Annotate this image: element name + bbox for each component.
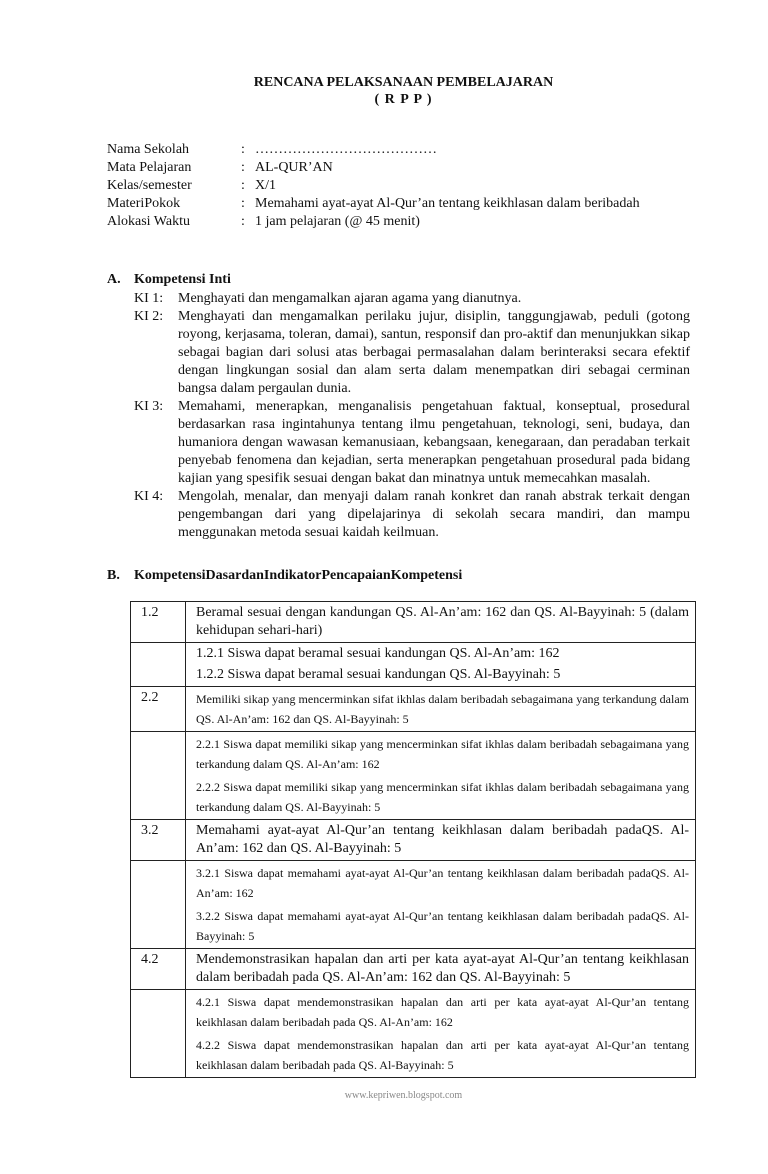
kd-code-empty [131,861,186,949]
kd-description: Beramal sesuai dengan kandungan QS. Al-An’am: 162 dan QS. Al-Bayyinah: 5 (dalam kehidupan sehari-hari) [186,602,696,643]
info-colon: : [241,160,245,175]
table-row [131,949,696,990]
info-value: X/1 [255,178,276,193]
info-value: 1 jam pelajaran (@ 45 menit) [255,214,420,229]
kd-description: Memiliki sikap yang mencerminkan sifat ikhlas dalam beribadah sebagaimana yang terkandung dalam QS. Al-An’am: 162 dan QS. Al-Bayyinah: 5 [186,687,696,732]
kd-table [130,601,696,1078]
indicator-item: 3.2.2 Siswa dapat memahami ayat-ayat Al-Qur’an tentang keikhlasan dalam beribadah padaQS. Al-Bayyinah: 5 [196,909,689,943]
table-row [131,732,696,820]
section-letter: B. [107,568,120,583]
ki-item [134,308,690,398]
indicator-item: 3.2.1 Siswa dapat memahami ayat-ayat Al-Qur’an tentang keikhlasan dalam beribadah padaQS. Al-An’am: 162 [196,866,689,900]
table-row [131,602,696,643]
ki-text: Menghayati dan mengamalkan ajaran agama yang dianutnya. [178,291,522,306]
info-row [107,195,640,213]
info-colon: : [241,214,245,229]
indicator-item: 2.2.1 Siswa dapat memiliki sikap yang mencerminkan sifat ikhlas dalam beribadah sebagaimana yang terkandung dalam QS. Al-An’am: 162 [196,737,689,771]
info-row [107,141,640,159]
info-label: Alokasi Waktu [107,214,190,229]
ki-item [134,398,690,488]
section-a-heading [107,272,231,288]
info-colon: : [241,178,245,193]
kd-code: 2.2 [131,687,186,732]
kd-code-empty [131,732,186,820]
section-title: KompetensiDasardanIndikatorPencapaianKompetensi [134,568,463,583]
kd-description: Mendemonstrasikan hapalan dan arti per kata ayat-ayat Al-Qur’an tentang keikhlasan dalam beribadah pada QS. Al-An’am: 162 dan QS. Al-Bayyinah: 5 [186,949,696,990]
section-letter: A. [107,272,121,287]
ki-text: Mengolah, menalar, dan menyaji dalam ranah konkret dan ranah abstrak terkait dengan pengembangan dari yang dipelajarinya di sekolah secara mandiri, dan mampu menggunakan metoda sesuai kaidah keilmuan. [178,489,690,540]
kd-description: Memahami ayat-ayat Al-Qur’an tentang keikhlasan dalam beribadah padaQS. Al-An’am: 162 dan QS. Al-Bayyinah: 5 [186,820,696,861]
kd-code: 4.2 [131,949,186,990]
indicator-item: 4.2.1 Siswa dapat mendemonstrasikan hapalan dan arti per kata ayat-ayat Al-Qur’an tentang keikhlasan dalam beribadah pada QS. Al-An’am: 162 [196,995,689,1029]
indicator-cell [186,643,696,687]
footer-url: www.kepriwen.blogspot.com [344,1090,463,1101]
indicator-cell [186,990,696,1078]
indicator-item: 4.2.2 Siswa dapat mendemonstrasikan hapalan dan arti per kata ayat-ayat Al-Qur’an tentang keikhlasan dalam beribadah pada QS. Al-Bayyinah: 5 [196,1038,689,1072]
indicator-item: 2.2.2 Siswa dapat memiliki sikap yang mencerminkan sifat ikhlas dalam beribadah sebagaimana yang terkandung dalam QS. Al-Bayyinah: 5 [196,780,689,814]
kd-code-empty [131,643,186,687]
info-value: ………………………………… [255,142,437,157]
kd-code-empty [131,990,186,1078]
ki-number: KI 1: [134,291,164,306]
info-label: Kelas/semester [107,178,192,193]
indicator-item: 1.2.2 Siswa dapat beramal sesuai kandungan QS. Al-Bayyinah: 5 [196,667,561,682]
kd-code: 3.2 [131,820,186,861]
indicator-cell [186,861,696,949]
indicator-item: 1.2.1 Siswa dapat beramal sesuai kandungan QS. Al-An’am: 162 [196,646,560,661]
info-row [107,213,640,231]
table-row [131,861,696,949]
ki-text: Memahami, menerapkan, menganalisis pengetahuan faktual, konseptual, prosedural berdasarkan rasa ingintahunya tentang ilmu pengetahuan, teknologi, seni, budaya, dan humaniora dengan wawasan kemanusiaan, kebangsaan, kenegaraan, dan peradaban terkait penyebab fenomena dan kejadian, serta menerapkan pengetahuan prosedural pada bidang kajian yang spesifik sesuai dengan bakat dan minatnya untuk memecahkan masalah. [178,399,690,486]
info-colon: : [241,196,245,211]
identity-block [107,141,640,231]
ki-number: KI 3: [134,399,164,414]
info-label: Mata Pelajaran [107,160,192,175]
table-row [131,643,696,687]
ki-text: Menghayati dan mengamalkan perilaku jujur, disiplin, tanggungjawab, peduli (gotong royong, kerjasama, toleran, damai), santun, responsif dan pro-aktif dan menunjukkan sikap sebagai bagian dari solusi atas berbagai permasalahan dalam berinteraksi secara efektif dengan lingkungan sosial dan alam serta dalam menempatkan diri sebagai cerminan bangsa dalam pergaulan dunia. [178,309,690,396]
section-title: Kompetensi Inti [134,272,231,287]
table-row [131,687,696,732]
ki-list [134,290,690,542]
kd-code: 1.2 [131,602,186,643]
info-value: Memahami ayat-ayat Al-Qur’an tentang keikhlasan dalam beribadah [255,196,640,211]
info-row [107,159,640,177]
info-colon: : [241,142,245,157]
info-label: Nama Sekolah [107,142,190,157]
table-row [131,990,696,1078]
table-row [131,820,696,861]
ki-item [134,290,690,308]
info-value: AL-QUR’AN [255,160,333,175]
info-label: MateriPokok [107,196,181,211]
ki-number: KI 4: [134,489,164,504]
page-subtitle: ( R P P ) [374,92,433,107]
page-title: RENCANA PELAKSANAAN PEMBELAJARAN [253,75,554,90]
ki-item [134,488,690,542]
section-b-heading [107,568,462,584]
info-row [107,177,640,195]
ki-number: KI 2: [134,309,164,324]
indicator-cell [186,732,696,820]
